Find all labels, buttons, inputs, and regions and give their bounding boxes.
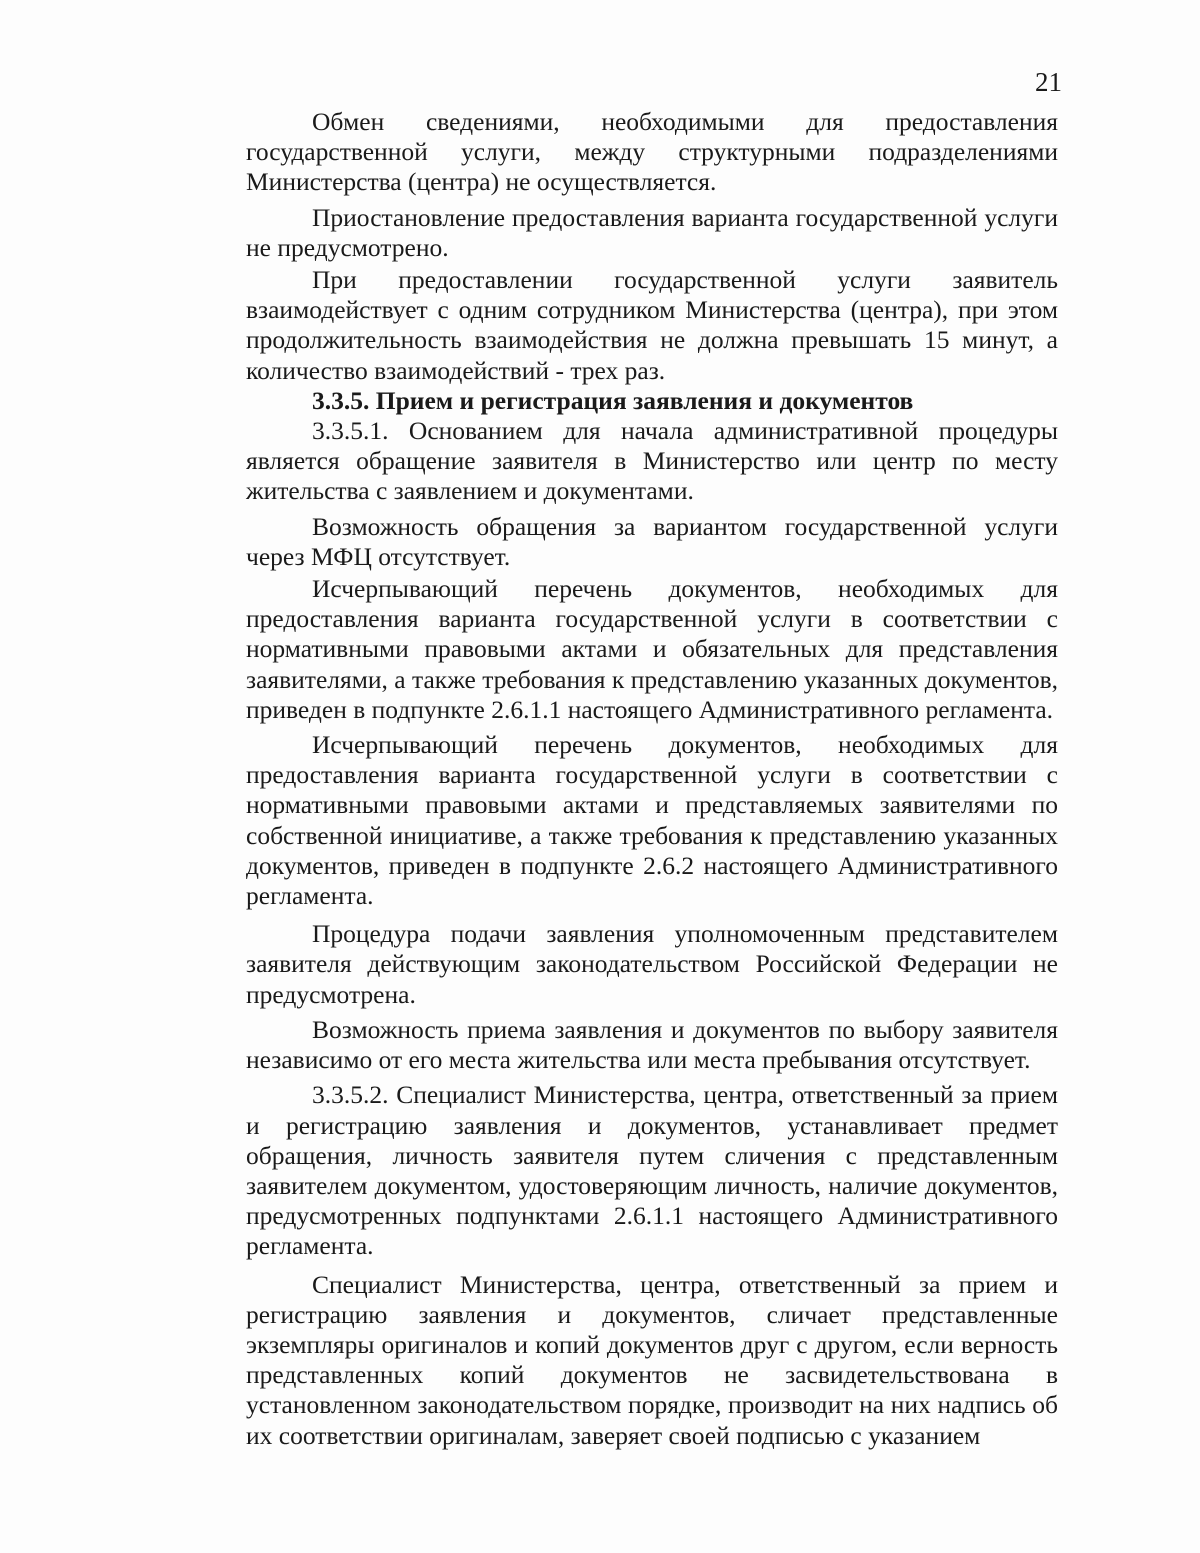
paragraph-required-docs: Исчерпывающий перечень документов, необходимых для предоставления варианта государственной услуги в соответствии с нормативными правовыми актами и обязательных для представления заявителями, а также требования к представлению указанных документов, приведен в подпункте 2.6.1.1 настоящего Административного регламента. — [246, 574, 1058, 724]
paragraph-suspension: Приостановление предоставления варианта государственной услуги не предусмотрено. — [246, 202, 1058, 262]
section-heading: 3.3.5. Прием и регистрация заявления и документов — [312, 385, 914, 415]
paragraph-3-3-5-2: 3.3.5.2. Специалист Министерства, центра, ответственный за прием и регистрацию заявления и документов, устанавливает предмет обращения, личность заявителя путем сличения с представленным заявителем документом, удостоверяющим личность, наличие документов, предусмотренных подпунктами 2.6.1.1 настоящего Административного регламента. — [246, 1080, 1058, 1261]
paragraph-optional-docs: Исчерпывающий перечень документов, необходимых для предоставления варианта государственной услуги в соответствии с нормативными правовыми актами и представляемых заявителями по собственной инициативе, а также требования к представлению указанных документов, приведен в подпункте 2.6.2 настоящего Административного регламента. — [246, 730, 1058, 911]
document-body — [246, 107, 1058, 1451]
paragraph-interaction: При предоставлении государственной услуги заявитель взаимодействует с одним сотрудником Министерства (центра), при этом продолжительность взаимодействия не должна превышать 15 минут, а количество взаимодействий - трех раз. — [246, 265, 1058, 385]
paragraph-mfc: Возможность обращения за вариантом государственной услуги через МФЦ отсутствует. — [246, 511, 1058, 571]
paragraph-3-3-5-1: 3.3.5.1. Основанием для начала административной процедуры является обращение заявителя в Министерство или центр по месту жительства с заявлением и документами. — [246, 416, 1058, 506]
paragraph-info-exchange: Обмен сведениями, необходимыми для предоставления государственной услуги, между структурными подразделениями Министерства (центра) не осуществляется. — [246, 107, 1058, 197]
paragraph-place-choice: Возможность приема заявления и документов по выбору заявителя независимо от его места жительства или места пребывания отсутствует. — [246, 1014, 1058, 1075]
page-number: 21 — [1035, 67, 1062, 97]
paragraph-representative: Процедура подачи заявления уполномоченным представителем заявителя действующим законодательством Российской Федерации не предусмотрена. — [246, 919, 1058, 1009]
paragraph-copies-check: Специалист Министерства, центра, ответственный за прием и регистрацию заявления и документов, сличает представленные экземпляры оригиналов и копий документов друг с другом, если верность представленных копий документов не засвидетельствована в установленном законодательством порядке, производит на них надпись об их соответствии оригиналам, заверяет своей подписью с указанием — [246, 1269, 1058, 1450]
